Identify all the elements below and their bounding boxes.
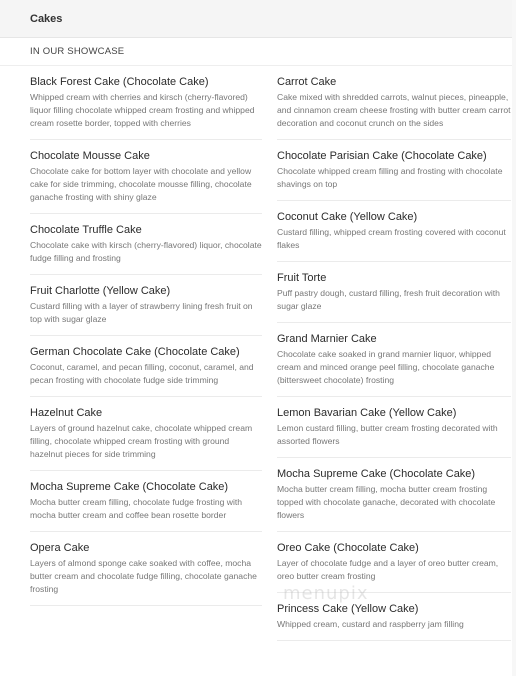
- menu-item-name: Hazelnut Cake: [30, 407, 103, 419]
- menu-item: [277, 458, 511, 532]
- menu-item: [30, 471, 262, 532]
- menu-item-description: Chocolate cake with kirsch (cherry-flavored) liquor, chocolate fudge filling and frosting: [30, 240, 262, 263]
- menu-column-left: [30, 66, 262, 606]
- menu-item-name: Princess Cake (Yellow Cake): [277, 603, 419, 615]
- menu-item: [30, 214, 262, 275]
- menu-item-name: Fruit Charlotte (Yellow Cake): [30, 285, 171, 297]
- menu-item-description: Whipped cream, custard and raspberry jam filling: [277, 619, 464, 629]
- category-title: Cakes: [30, 12, 63, 25]
- menu-item-description: Custard filling, whipped cream frosting covered with coconut flakes: [277, 227, 506, 250]
- menu-item-name: Carrot Cake: [277, 76, 337, 88]
- menu-item-description: Chocolate whipped cream filling and frosting with chocolate shavings on top: [277, 166, 503, 189]
- menu-item-name: Oreo Cake (Chocolate Cake): [277, 542, 419, 554]
- menu-item: [277, 262, 511, 323]
- menu-item-name: Chocolate Parisian Cake (Chocolate Cake): [277, 150, 487, 162]
- menu-item: [277, 323, 511, 397]
- menu-item: [277, 397, 511, 458]
- menu-item-name: Grand Marnier Cake: [277, 333, 377, 345]
- menu-item: [277, 532, 511, 593]
- menu-item: [277, 66, 511, 140]
- menu-item-description: Custard filling with a layer of strawberry lining fresh fruit on top with sugar glaze: [30, 301, 253, 324]
- menu-item-description: Coconut, caramel, and pecan filling, coconut, caramel, and pecan frosting with chocolate fudge side trimming: [30, 362, 254, 385]
- menu-item: [30, 532, 262, 606]
- menu-column-right: [277, 66, 511, 641]
- scrollbar-track[interactable]: [512, 0, 516, 676]
- menu-item-description: Mocha butter cream filling, chocolate fudge frosting with mocha butter cream and coffee bean rosette border: [30, 497, 243, 520]
- menu-item-description: Puff pastry dough, custard filling, fresh fruit decoration with sugar glaze: [277, 288, 500, 311]
- menu-item-description: Mocha butter cream filling, mocha butter cream frosting topped with chocolate ganache, decorated with chocolate flowers: [277, 484, 496, 520]
- menu-item: [277, 201, 511, 262]
- menu-item-description: Cake mixed with shredded carrots, walnut pieces, pineapple, and cinnamon cream cheese frosting with butter cream carrot decoration and coconut crunch on the sides: [277, 92, 511, 128]
- menu-item-name: Opera Cake: [30, 542, 90, 554]
- menu-item: [30, 140, 262, 214]
- menu-item-description: Chocolate cake soaked in grand marnier liquor, whipped cream and minced orange peel filling, chocolate ganache (bittersweet chocolate) frosting: [277, 349, 495, 385]
- menu-item-name: Lemon Bavarian Cake (Yellow Cake): [277, 407, 457, 419]
- menu-item-description: Whipped cream with cherries and kirsch (cherry-flavored) liquor filling chocolate whipped cream frosting and whipped cream rosette border, topped with cherries: [30, 92, 255, 128]
- menu-item-name: Coconut Cake (Yellow Cake): [277, 211, 418, 223]
- section-header: [0, 38, 516, 66]
- menu-item-name: Chocolate Mousse Cake: [30, 150, 150, 162]
- menu-item-name: Mocha Supreme Cake (Chocolate Cake): [277, 468, 476, 480]
- menu-item: [30, 66, 262, 140]
- menu-item: [30, 336, 262, 397]
- section-title: IN OUR SHOWCASE: [30, 46, 125, 57]
- menu-item: [30, 397, 262, 471]
- menu-item: [277, 140, 511, 201]
- menu-item-name: Mocha Supreme Cake (Chocolate Cake): [30, 481, 229, 493]
- watermark: menupix: [283, 583, 369, 604]
- menu-item-description: Layers of ground hazelnut cake, chocolate whipped cream filling, chocolate whipped cream frosting with ground hazelnut pieces for side trimming: [30, 423, 253, 459]
- category-header: [0, 0, 516, 38]
- menu-item-name: Fruit Torte: [277, 272, 327, 284]
- menu-item: [277, 593, 511, 641]
- menu-item-description: Chocolate cake for bottom layer with chocolate and yellow cake for side trimming, chocolate mousse filling, chocolate ganache frosting with shiny glaze: [30, 166, 252, 202]
- menu-item-description: Layers of almond sponge cake soaked with coffee, mocha butter cream and chocolate fudge filling, chocolate ganache frosting: [30, 558, 257, 594]
- menu-item: [30, 275, 262, 336]
- menu-item-name: Chocolate Truffle Cake: [30, 224, 142, 236]
- menu-item-name: German Chocolate Cake (Chocolate Cake): [30, 346, 240, 358]
- menu-item-description: Layer of chocolate fudge and a layer of oreo butter cream, oreo butter cream frosting: [277, 558, 499, 581]
- menu-item-name: Black Forest Cake (Chocolate Cake): [30, 76, 209, 88]
- menu-item-description: Lemon custard filling, butter cream frosting decorated with assorted flowers: [277, 423, 498, 446]
